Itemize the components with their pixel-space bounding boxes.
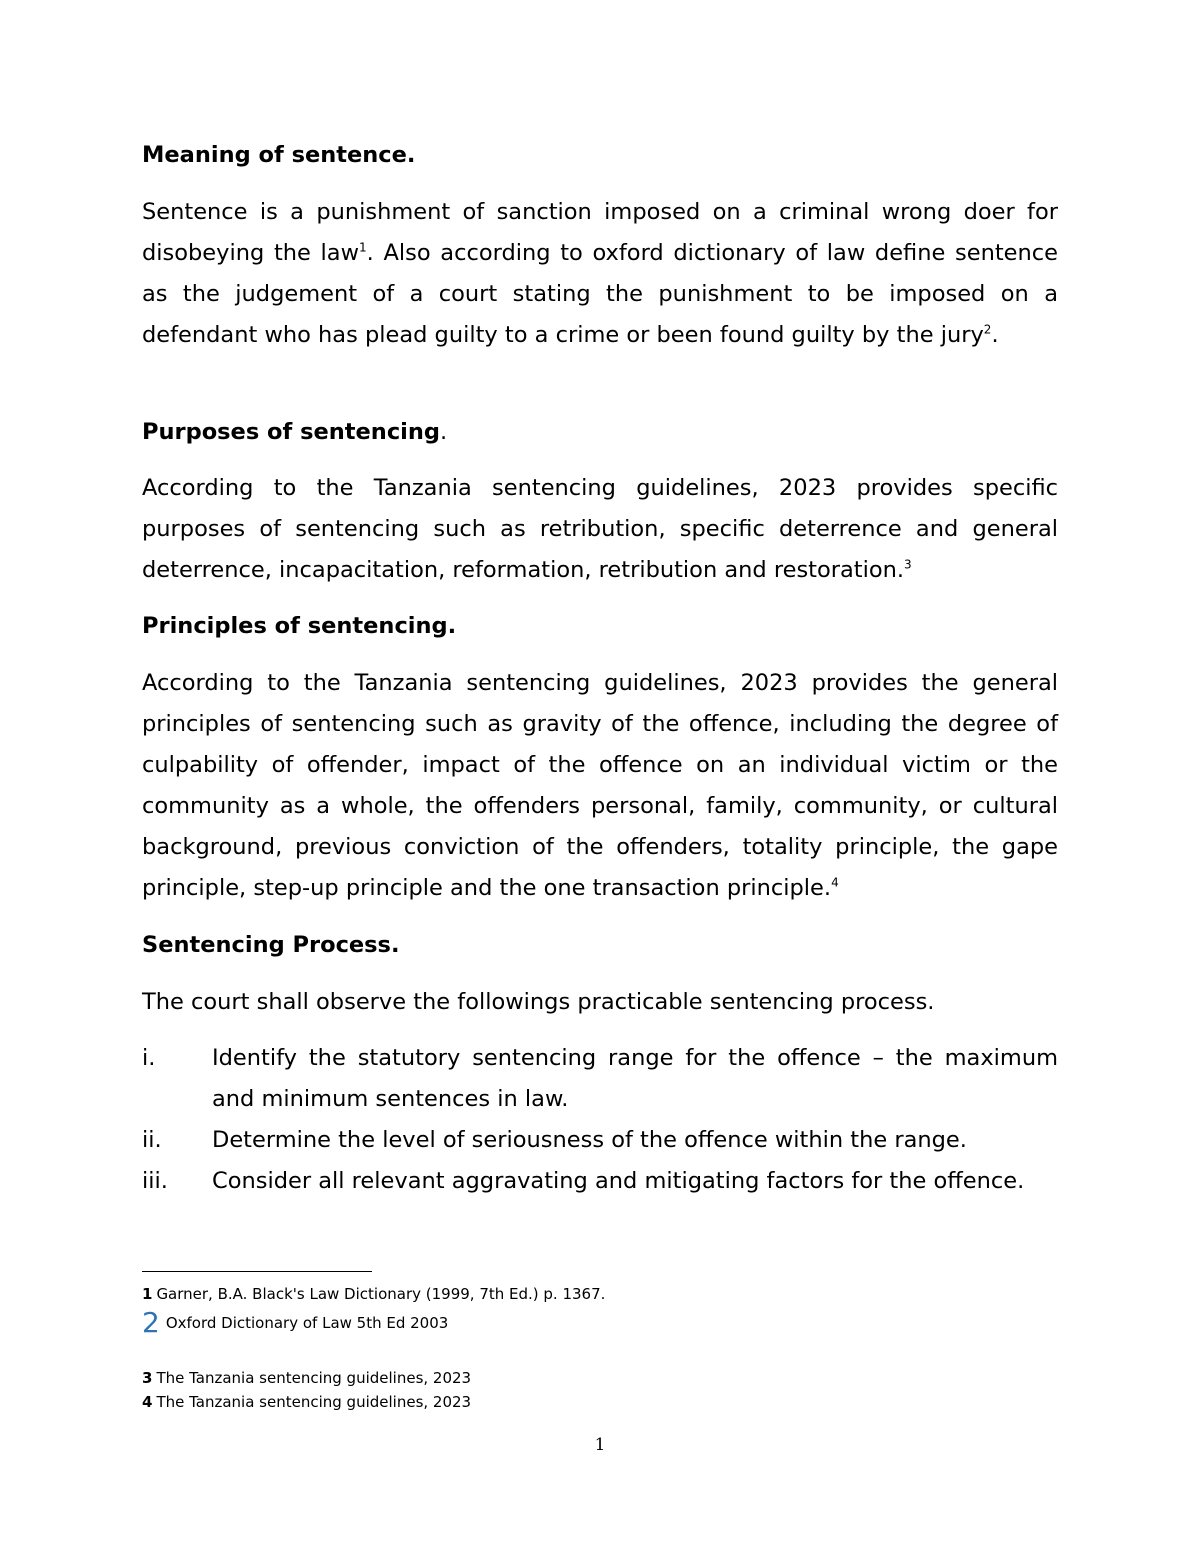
list-item — [142, 1120, 1058, 1161]
footnote-4 — [142, 1392, 471, 1412]
list-item-text: Consider all relevant aggravating and mitigating factors for the offence. — [212, 1168, 1025, 1194]
paragraph-meaning-part-b: . Also according to oxford dictionary of law define sentence as the judgement of a court stating the punishment to be imposed on a defendant who has plead guilty to a crime or been found guilty by the jury — [142, 240, 1058, 348]
footnote-ref-4[interactable]: 4 — [831, 875, 839, 890]
footnote-2 — [142, 1306, 449, 1339]
paragraph-meaning-part-a: Sentence is a punishment of sanction imposed on a criminal wrong doer for disobeying the law — [142, 199, 1058, 266]
paragraph-purposes-text: According to the Tanzania sentencing guidelines, 2023 provides specific purposes of sentencing such as retribution, specific deterrence and general deterrence, incapacitation, reformation, retribution and restoration. — [142, 475, 1058, 583]
list-item — [142, 1161, 1058, 1202]
heading-principles-of-sentencing: Principles of sentencing. — [142, 613, 457, 639]
footnote-text: The Tanzania sentencing guidelines, 2023 — [156, 1369, 472, 1387]
heading-purposes-of-sentencing: Purposes of sentencing. — [142, 419, 448, 445]
paragraph-process-intro: The court shall observe the followings practicable sentencing process. — [142, 989, 935, 1015]
list-item-number: ii. — [142, 1127, 162, 1153]
paragraph-meaning-part-c: . — [991, 322, 999, 348]
footnote-3 — [142, 1368, 471, 1388]
footnote-ref-2[interactable]: 2 — [983, 322, 992, 337]
footnote-mark: 2 — [142, 1306, 160, 1339]
list-item-text: Identify the statutory sentencing range for the offence – the maximum and minimum sentences in law. — [212, 1045, 1058, 1112]
footnote-text: Garner, B.A. Black's Law Dictionary (1999, 7th Ed.) p. 1367. — [156, 1285, 606, 1303]
list-item — [142, 1038, 1058, 1120]
heading-meaning-of-sentence: Meaning of sentence. — [142, 142, 416, 168]
paragraph-purposes — [142, 468, 1058, 591]
paragraph-meaning — [142, 192, 1058, 356]
footnote-text: Oxford Dictionary of Law 5th Ed 2003 — [165, 1314, 449, 1332]
sentencing-process-list — [142, 1038, 1058, 1202]
paragraph-principles — [142, 663, 1058, 909]
footnote-ref-3[interactable]: 3 — [904, 557, 912, 572]
footnote-mark: 3 — [142, 1369, 153, 1387]
footnote-mark: 1 — [142, 1285, 153, 1303]
list-item-number: i. — [142, 1045, 156, 1071]
footnote-ref-1[interactable]: 1 — [359, 240, 367, 255]
page-number: 1 — [594, 1435, 606, 1455]
footnote-mark: 4 — [142, 1393, 153, 1411]
footnote-1 — [142, 1284, 605, 1304]
footnote-text: The Tanzania sentencing guidelines, 2023 — [156, 1393, 472, 1411]
list-item-number: iii. — [142, 1168, 168, 1194]
heading-sentencing-process: Sentencing Process. — [142, 932, 400, 958]
paragraph-principles-text: According to the Tanzania sentencing guidelines, 2023 provides the general principles of sentencing such as gravity of the offence, including the degree of culpability of offender, impact of the offence on an individual victim or the community as a whole, the offenders personal, family, community, or cultural background, previous conviction of the offenders, totality principle, the gape principle, step-up principle and the one transaction principle. — [142, 670, 1058, 901]
list-item-text: Determine the level of seriousness of the offence within the range. — [212, 1127, 967, 1153]
footnote-separator — [142, 1271, 372, 1272]
